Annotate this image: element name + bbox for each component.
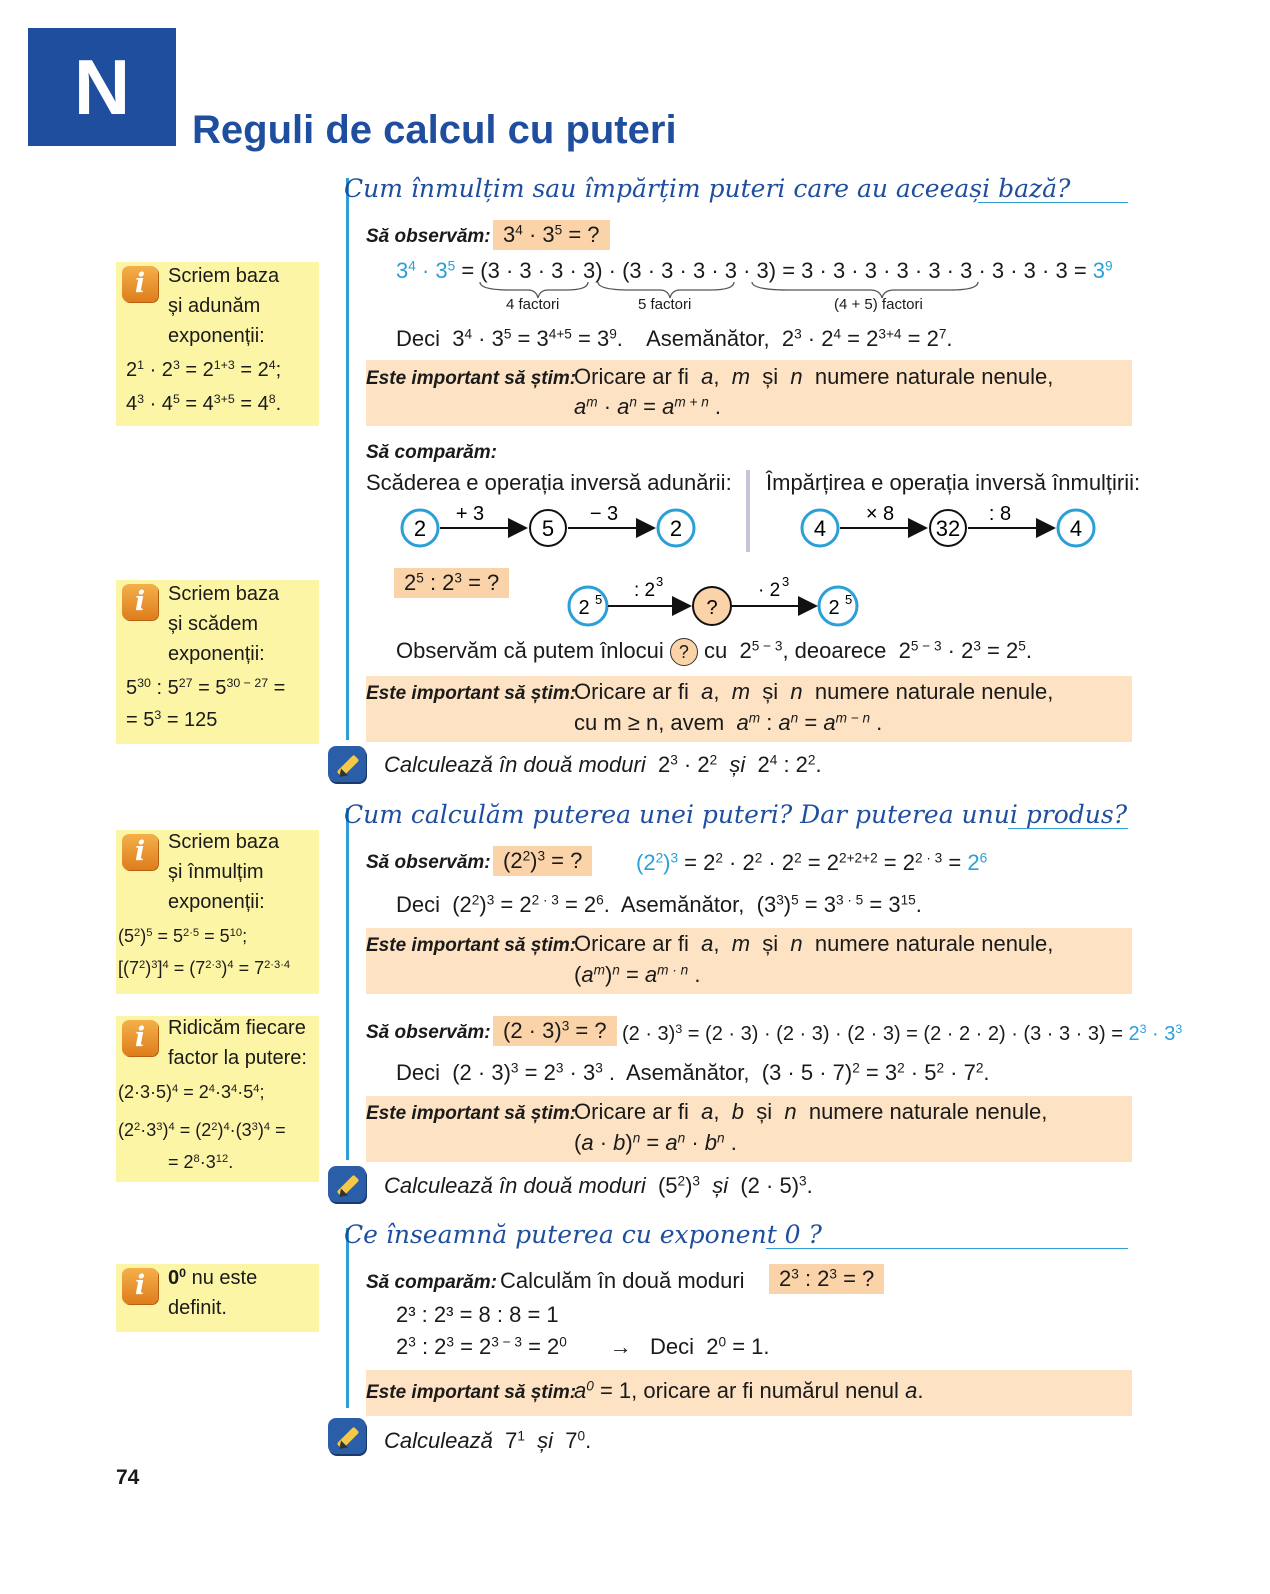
- info-icon: i: [122, 834, 158, 870]
- diag-right-op1: × 8: [865, 503, 895, 525]
- zero-exp-line2: $2^3$ : $2^3 = 2^{3 - 3} = 2^0$ → Deci $2^0 = 1$.: [396, 1334, 770, 1359]
- section1-heading: Cum înmulțim sau împărțim puteri care au aceeași bază?: [344, 174, 1071, 203]
- formula-power-of-product: $(a \cdot b)^n = a^n \cdot b^n$ .: [574, 1130, 737, 1155]
- power-of-product-expansion: $(2 \cdot 3)^3 = (2 \cdot 3) \cdot (2 \cdot 3) \cdot (2 \cdot 3) = (2 \cdot 2 \cdot 2) \cdot (3 \cdot 3 \cdot 3) = 2^3 \cdot 3^3$: [622, 1022, 1183, 1045]
- exercise-3: Calculează $7^1$ și $7^0$.: [384, 1428, 592, 1453]
- label-4-factors: 4 factori: [506, 296, 560, 313]
- note-line: și adunăm: [168, 295, 261, 317]
- info-icon: i: [122, 584, 158, 620]
- svg-text:5: 5: [595, 592, 603, 607]
- note-line: definit.: [168, 1297, 227, 1319]
- label-5-factors: 5 factori: [638, 296, 692, 313]
- question-power-of-power: $(2^2)^3$ = ?: [493, 846, 592, 876]
- note-line: factor la putere:: [168, 1047, 307, 1069]
- note-line: $0^0$ nu este: [168, 1266, 258, 1289]
- unknown-mark: ?: [706, 597, 718, 619]
- page-number: 74: [116, 1466, 140, 1489]
- section3-heading-rule: [766, 1248, 1128, 1249]
- question-3pow4-times-3pow5: $3^4 \cdot 3^5$ = ?: [493, 220, 610, 250]
- section2-rule: [346, 808, 349, 1160]
- si-word: și: [537, 1428, 554, 1453]
- deci-word: Deci: [396, 326, 441, 351]
- svg-text:: 2: : 2: [634, 580, 656, 601]
- si-word: și: [729, 752, 746, 777]
- important-label: Este important să știm:: [366, 368, 577, 389]
- label-4plus5-factors: (4 + 5) factori: [834, 296, 923, 313]
- observation-replace: Observăm că putem înlocui ? cu $2^{5 - 3}$, deoarece $2^{5 - 3} \cdot 2^3 = 2^5$.: [396, 638, 1032, 666]
- deci-line-product: Deci $(2 \cdot 3)^3 = 2^3 \cdot 3^3$ . Asemănător, $(3 \cdot 5 \cdot 7)^2 = 3^2 \cdot 5^2 \cdot 7^2$.: [396, 1060, 990, 1085]
- note-example: $4^3 \cdot 4^5 = 4^{3+5} = 4^8$.: [126, 392, 282, 415]
- diag-left-op2: − 3: [589, 503, 619, 525]
- svg-text:3: 3: [656, 574, 664, 589]
- arrow-icon: →: [609, 1334, 632, 1359]
- note-line: exponenții:: [168, 643, 265, 665]
- chapter-letter-block: N: [28, 28, 176, 146]
- note-example: = $2^8\cdot 3^{12}$.: [168, 1152, 234, 1172]
- note-division: [116, 580, 319, 744]
- section1-rule: [346, 178, 349, 740]
- note-line: Scriem baza: [168, 831, 280, 853]
- any-word: Oricare ar fi: [574, 679, 689, 704]
- note-example: = $5^3 = 125$: [126, 708, 218, 731]
- diag-left-n2: 5: [541, 516, 555, 541]
- rule-zero-exponent: $a^0 = 1$, oricare ar fi numărul nenul a.: [574, 1378, 924, 1403]
- note-line: Scriem baza: [168, 265, 280, 287]
- deci-line-power: Deci $(2^2)^3 = 2^{2 \cdot 3} = 2^6$. Asemănător, $(3^3)^5 = 3^{3 \cdot 5} = 3^{15}$.: [396, 892, 922, 917]
- note-example: $(2\cdot 3\cdot 5)^4 = 2^4\cdot 3^4\cdot 5^4$;: [118, 1082, 265, 1102]
- pencil-icon: [328, 1166, 366, 1202]
- zero-exp-line1: 2³ : 2³ = 8 : 8 = 1: [396, 1302, 559, 1327]
- note-line: exponenții:: [168, 891, 265, 913]
- compare-label: Să comparăm:: [366, 1272, 497, 1293]
- power-of-power-expansion: $(2^2)^3 = 2^2 \cdot 2^2 \cdot 2^2 = 2^{2+2+2} = 2^{2 \cdot 3} = 2^6$: [636, 850, 988, 875]
- note-line: și înmulțim: [168, 861, 264, 883]
- note-example: $(2^2\cdot 3^3)^4 = (2^2)^4\cdot(3^3)^4$ =: [118, 1120, 286, 1140]
- diag-right-n3: 4: [1069, 516, 1083, 541]
- diag-left-n1: 2: [413, 516, 427, 541]
- section3-rule: [346, 1228, 349, 1408]
- pencil-icon: [328, 746, 366, 782]
- natural-word: numere naturale nenule,: [814, 679, 1054, 704]
- rule-division: Oricare ar fi a, m și n numere naturale nenule,: [574, 679, 1054, 704]
- deci-line-mult: Deci $3^4 \cdot 3^5 = 3^{4+5} = 3^9$. Asemănător, $2^3 \cdot 2^4 = 2^{3+4} = 2^7$.: [396, 326, 953, 351]
- pencil-icon: [328, 1418, 366, 1454]
- observe-label: Să observăm:: [366, 1022, 491, 1043]
- note-multiplication: [116, 262, 319, 426]
- compare-label: Să comparăm:: [366, 442, 497, 463]
- rule-power-of-power: Oricare ar fi a, m și n numere naturale nenule,: [574, 931, 1054, 956]
- note-line: Scriem baza: [168, 583, 280, 605]
- info-icon: i: [122, 266, 158, 302]
- natural-word: numere naturale nenule,: [814, 364, 1054, 389]
- svg-text:2: 2: [828, 597, 840, 619]
- info-icon: i: [122, 1268, 158, 1304]
- svg-text:2: 2: [578, 597, 590, 619]
- note-example: $[(7^2)^3]^4 = (7^{2\cdot 3})^4 = 7^{2\cdot 3\cdot 4}$: [118, 958, 291, 978]
- svg-text:5: 5: [845, 592, 853, 607]
- section3-heading: Ce înseamnă puterea cu exponent 0 ?: [344, 1220, 822, 1249]
- question-2pow5-div-2pow3: $2^5$ : $2^3$ = ?: [394, 568, 509, 598]
- note-line: exponenții:: [168, 325, 265, 347]
- inverse-diagrams: [396, 498, 1112, 558]
- svg-text:3: 3: [782, 574, 790, 589]
- any-word: Oricare ar fi: [574, 364, 689, 389]
- unknown-circle: ?: [670, 638, 698, 666]
- question-2pow3-div-2pow3: $2^3$ : $2^3$ = ?: [769, 1264, 884, 1294]
- cu-m-n-text: cu m ≥ n, avem: [574, 710, 725, 735]
- subtraction-text: Scăderea e operația inversă adunării:: [366, 470, 732, 495]
- note-line: și scădem: [168, 613, 259, 635]
- zero-rule-text: , oricare ar fi numărul nenul: [631, 1378, 899, 1403]
- observe-text: Observăm că putem înlocui: [396, 638, 664, 663]
- si-word: și: [712, 1173, 729, 1198]
- note-text: nu este: [191, 1267, 258, 1289]
- observe-label: Să observăm:: [366, 852, 491, 873]
- exercise-text: Calculează: [384, 1428, 493, 1453]
- important-label: Este important să știm:: [366, 935, 577, 956]
- any-word: Oricare ar fi: [574, 1099, 689, 1124]
- note-example: $(5^2)^5 = 5^{2\cdot 5} = 5^{10}$;: [118, 926, 248, 946]
- note-example: $2^1 \cdot 2^3 = 2^{1+3} = 2^4$;: [126, 358, 282, 381]
- important-label: Este important să știm:: [366, 1103, 577, 1124]
- diag-left-n3: 2: [669, 516, 683, 541]
- section2-heading: Cum calculăm puterea unei puteri? Dar puterea unui produs?: [344, 800, 1128, 829]
- info-icon: i: [122, 1020, 158, 1056]
- compare-text: Calculăm în două moduri: [500, 1268, 745, 1293]
- product-expansion: $3^4 \cdot 3^5 = (3 \cdot 3 \cdot 3 \cdot 3) \cdot (3 \cdot 3 \cdot 3 \cdot 3 \cdot 3) = 3 \cdot 3 \cdot 3 \cdot 3 \cdot 3 \cdot 3 \cdot 3 \cdot 3 \cdot 3 = 3^9$: [396, 258, 1113, 283]
- exercise-2: Calculează în două moduri $(5^2)^3$ și $(2 \cdot 5)^3$.: [384, 1173, 813, 1198]
- observe-label: Să observăm:: [366, 226, 491, 247]
- important-label: Este important să știm:: [366, 683, 577, 704]
- diag-right-op2: : 8: [988, 503, 1012, 525]
- exercise-text: Calculează în două moduri: [384, 1173, 646, 1198]
- note-zero-power: [116, 1264, 319, 1332]
- division-power-diagram: [560, 574, 870, 630]
- natural-word: numere naturale nenule,: [808, 1099, 1048, 1124]
- division-text: Împărțirea e operația inversă înmulțirii:: [766, 470, 1141, 495]
- question-power-of-product: $(2 \cdot 3)^3$ = ?: [493, 1016, 617, 1046]
- section2-heading-rule: [1008, 828, 1128, 829]
- deoarece-word: , deoarece: [782, 638, 887, 663]
- note-power-of-product: [116, 1016, 319, 1182]
- note-line: Ridicăm fiecare: [168, 1017, 306, 1039]
- section1-heading-rule: [978, 202, 1128, 203]
- note-example: $5^{30}$ : $5^{27} = 5^{30 - 27}$ =: [126, 676, 286, 699]
- svg-text:· 2: · 2: [758, 580, 781, 601]
- page-title: Reguli de calcul cu puteri: [192, 108, 677, 152]
- exercise-1: Calculează în două moduri $2^3 \cdot 2^2$ și $2^4$ : $2^2$.: [384, 752, 822, 777]
- natural-word: numere naturale nenule,: [814, 931, 1054, 956]
- important-label: Este important să știm:: [366, 1382, 577, 1403]
- note-power-of-power: [116, 830, 319, 994]
- diag-right-n2: 32: [935, 516, 961, 541]
- rule-multiplication: Oricare ar fi a, m și n numere naturale nenule,: [574, 364, 1054, 389]
- cu-word: cu: [704, 638, 728, 663]
- deci-word: Deci: [650, 1334, 695, 1359]
- exercise-text: Calculează în două moduri: [384, 752, 646, 777]
- formula-am-an: $a^m \cdot a^n = a^{m + n}$ .: [574, 394, 722, 419]
- diag-right-n1: 4: [813, 516, 827, 541]
- similar-word: Asemănător,: [646, 326, 770, 351]
- diag-left-op1: + 3: [455, 503, 485, 525]
- any-word: Oricare ar fi: [574, 931, 689, 956]
- formula-power-of-power: $(a^m)^n = a^{m \cdot n}$ .: [574, 962, 701, 987]
- formula-am-div-an: cu m ≥ n, avem $a^m$ : $a^n = a^{m - n}$ .: [574, 710, 883, 735]
- rule-power-of-product: Oricare ar fi a, b și n numere naturale nenule,: [574, 1099, 1048, 1124]
